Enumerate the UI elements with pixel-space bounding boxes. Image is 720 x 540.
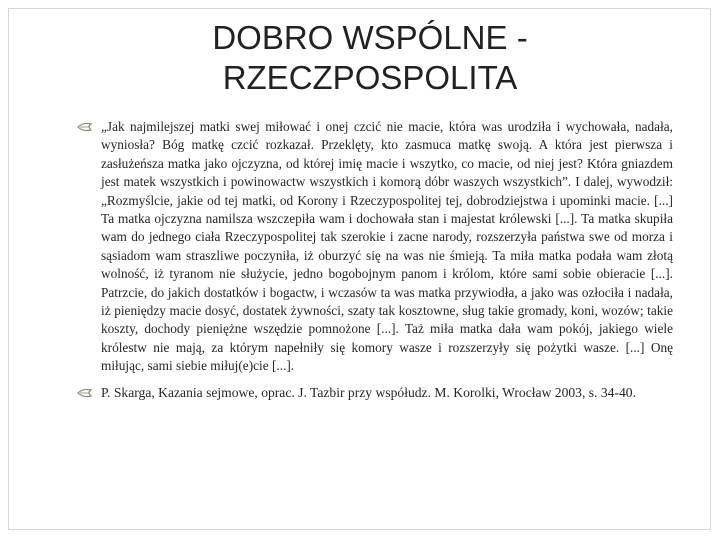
bullet-quote [77, 118, 673, 376]
slide-title-line-1: DOBRO WSPÓLNE - [212, 19, 528, 56]
slide-title-line-2: RZECZPOSPOLITA [222, 59, 518, 96]
slide-title [150, 18, 590, 98]
source-citation: P. Skarga, Kazania sejmowe, oprac. J. Tazbir przy współudz. M. Korolki, Wrocław 2003, s. 34-40. [101, 384, 636, 400]
bullet-source [77, 384, 673, 403]
slide-content [77, 118, 673, 402]
leaf-bullet-icon [77, 388, 93, 398]
quote-text: „Jak najmilejszej matki swej miłować i onej czcić nie macie, która was urodziła i wychowała, nadała, wyniosła? Bóg matkę czcić rozkazał. Przeklęty, kto zasmuca matkę swoją. A która jest pierwsza i zasłużeńsza matka jako ojczyzna, od której imię macie i wszytko, co macie, od niej jest? Która gniazdem jest matek wszystkich i powinowactw wszystkich i komorą dóbr waszych wszystkich”. I dalej, wywodził: „Rozmyślcie, jakie od tej matki, od Korony i Rzeczypospolitej tej, dobrodziejstwa i upominki macie. [...] Ta matka ojczyzna namilsza wszczepiła wam i dochowała stan i majestat królewski [...]. Ta matka skupiła wam do jednego ciała Rzeczypospolitej tak szerokie i zacne narody, rozszerzyła państwa swe od morza i sąsiadom wam straszliwe poczyniła, iż oburzyć się na was nie śmieją. Ta miła matka podała wam złotą wolność, iż tyranom nie służycie, jedno bogobojnym panom i królom, które sami sobie obieracie [...]. Patrzcie, do jakich dostatków i bogactw, i wczasów ta was matka przywiodła, a jako was ozłociła i nadała, iż pieniędzy macie dosyć, dostatek żywności, szaty tak kosztowne, sług takie gromady, koni, wozów; takie koszty, dochody pieniężne wszędzie pomnożone [...]. Taż miła matka dała wam pokój, jakiego wiele królestw nie mają, za którym napełniły się komory wasze i rozszerzyły się pożytki wasze. [...] Onę miłując, sami siebie miłuj(e)cie [...]. [101, 119, 673, 374]
leaf-bullet-icon [77, 122, 93, 132]
